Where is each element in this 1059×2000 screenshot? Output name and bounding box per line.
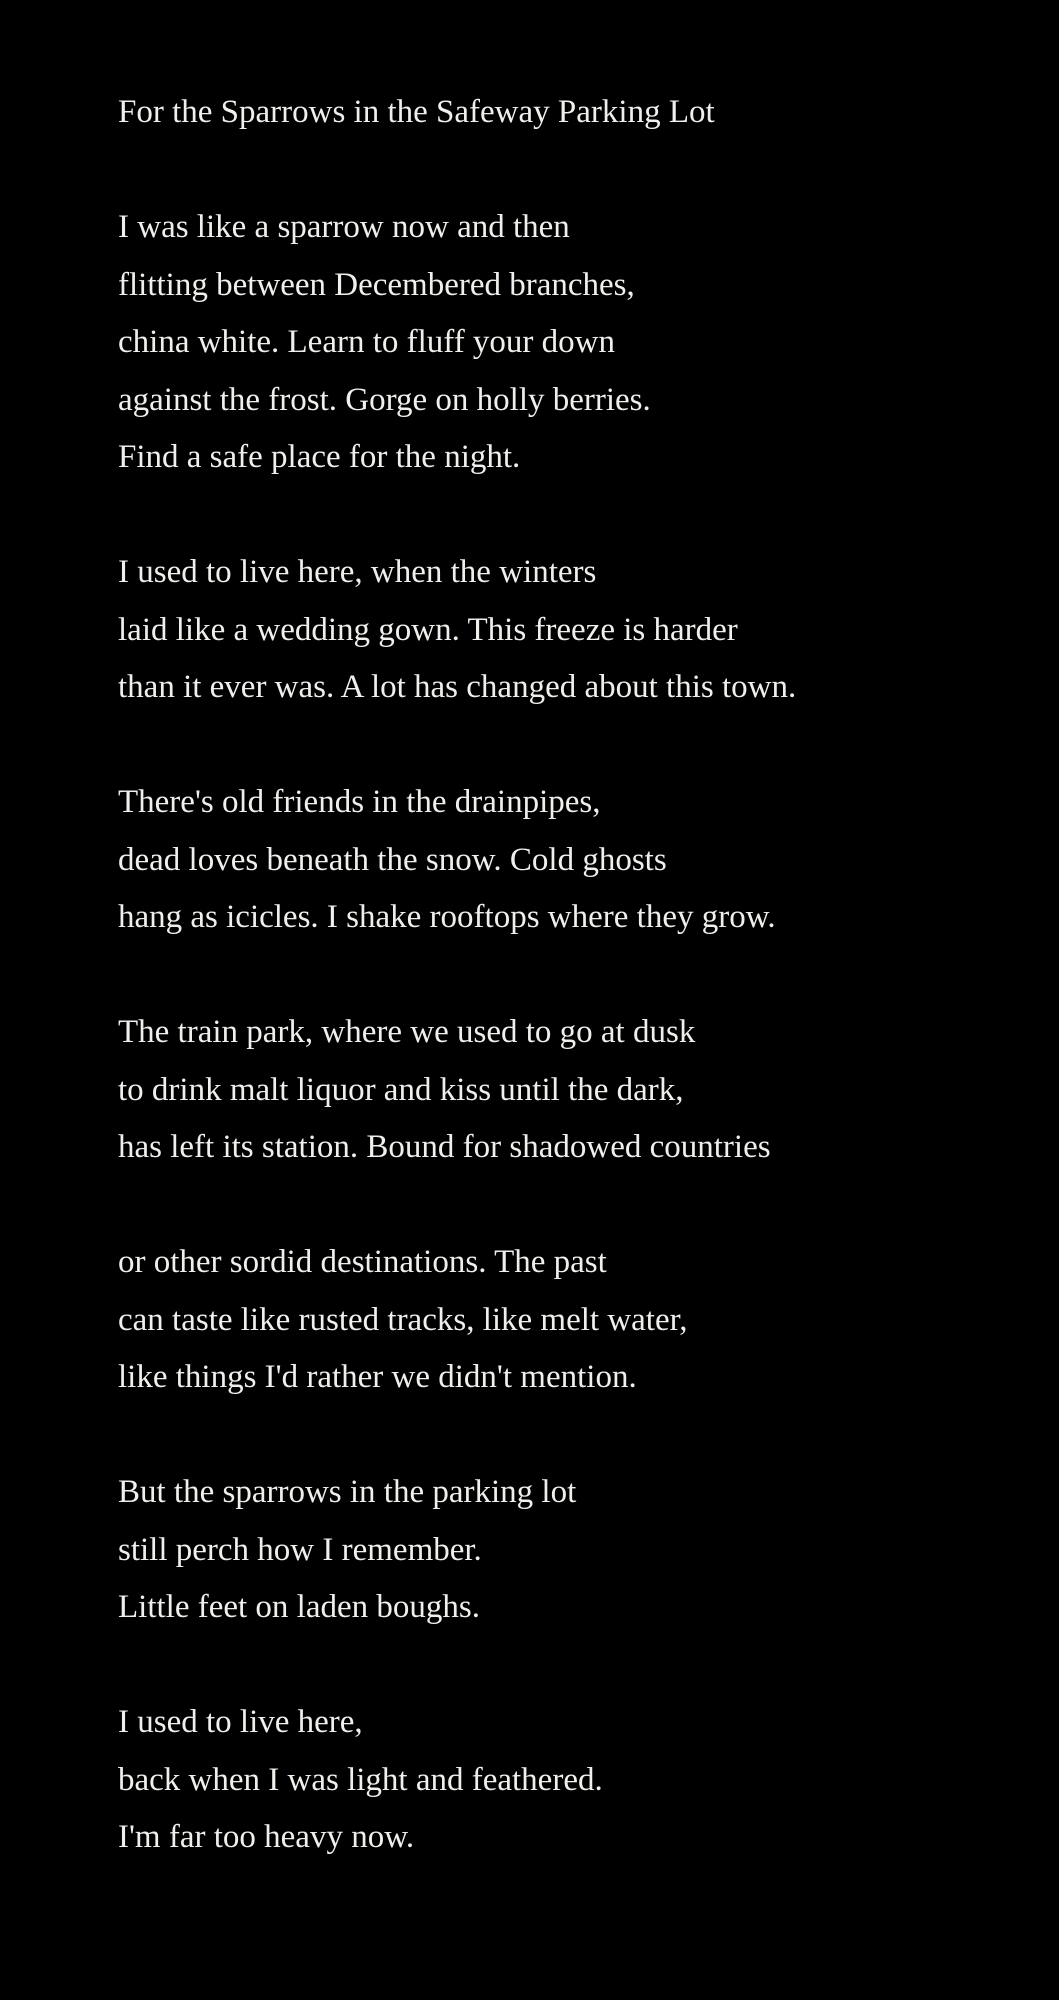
poem-line: to drink malt liquor and kiss until the dark, bbox=[118, 1071, 684, 1108]
poem-line: There's old friends in the drainpipes, bbox=[118, 784, 601, 820]
poem-line: laid like a wedding gown. This freeze is harder bbox=[118, 611, 738, 648]
poem-line: like things I'd rather we didn't mention. bbox=[118, 1359, 637, 1395]
poem-line: back when I was light and feathered. bbox=[118, 1761, 603, 1798]
poem-line: has left its station. Bound for shadowed countries bbox=[118, 1129, 771, 1165]
poem-line: But the sparrows in the parking lot bbox=[118, 1474, 577, 1510]
stanza bbox=[118, 774, 999, 947]
stanza bbox=[118, 1694, 999, 1867]
poem-line: The train park, where we used to go at dusk bbox=[118, 1014, 696, 1050]
poem-line: or other sordid destinations. The past bbox=[118, 1244, 607, 1280]
stanza bbox=[118, 1464, 999, 1637]
poem-line: still perch how I remember. bbox=[118, 1531, 482, 1568]
poem-line: flitting between Decembered branches, bbox=[118, 266, 635, 303]
poem-line: Find a safe place for the night. bbox=[118, 439, 521, 475]
stanza bbox=[118, 544, 999, 717]
poem-body bbox=[118, 199, 999, 1867]
poem-title: For the Sparrows in the Safeway Parking Lot bbox=[118, 94, 715, 130]
poem-line: I was like a sparrow now and then bbox=[118, 209, 570, 245]
stanza bbox=[118, 199, 999, 487]
poem-line: against the frost. Gorge on holly berries. bbox=[118, 381, 651, 418]
poem-line: I'm far too heavy now. bbox=[118, 1819, 415, 1855]
poem-line: I used to live here, when the winters bbox=[118, 554, 597, 590]
poem-line: Little feet on laden boughs. bbox=[118, 1589, 480, 1625]
poem-line: than it ever was. A lot has changed about this town. bbox=[118, 669, 797, 705]
stanza bbox=[118, 1004, 999, 1177]
poem-line: hang as icicles. I shake rooftops where they grow. bbox=[118, 899, 776, 935]
poem-line: can taste like rusted tracks, like melt water, bbox=[118, 1301, 688, 1338]
stanza bbox=[118, 1234, 999, 1407]
poem-line: china white. Learn to fluff your down bbox=[118, 324, 615, 360]
poem-line: I used to live here, bbox=[118, 1704, 363, 1740]
poem-line: dead loves beneath the snow. Cold ghosts bbox=[118, 841, 667, 878]
